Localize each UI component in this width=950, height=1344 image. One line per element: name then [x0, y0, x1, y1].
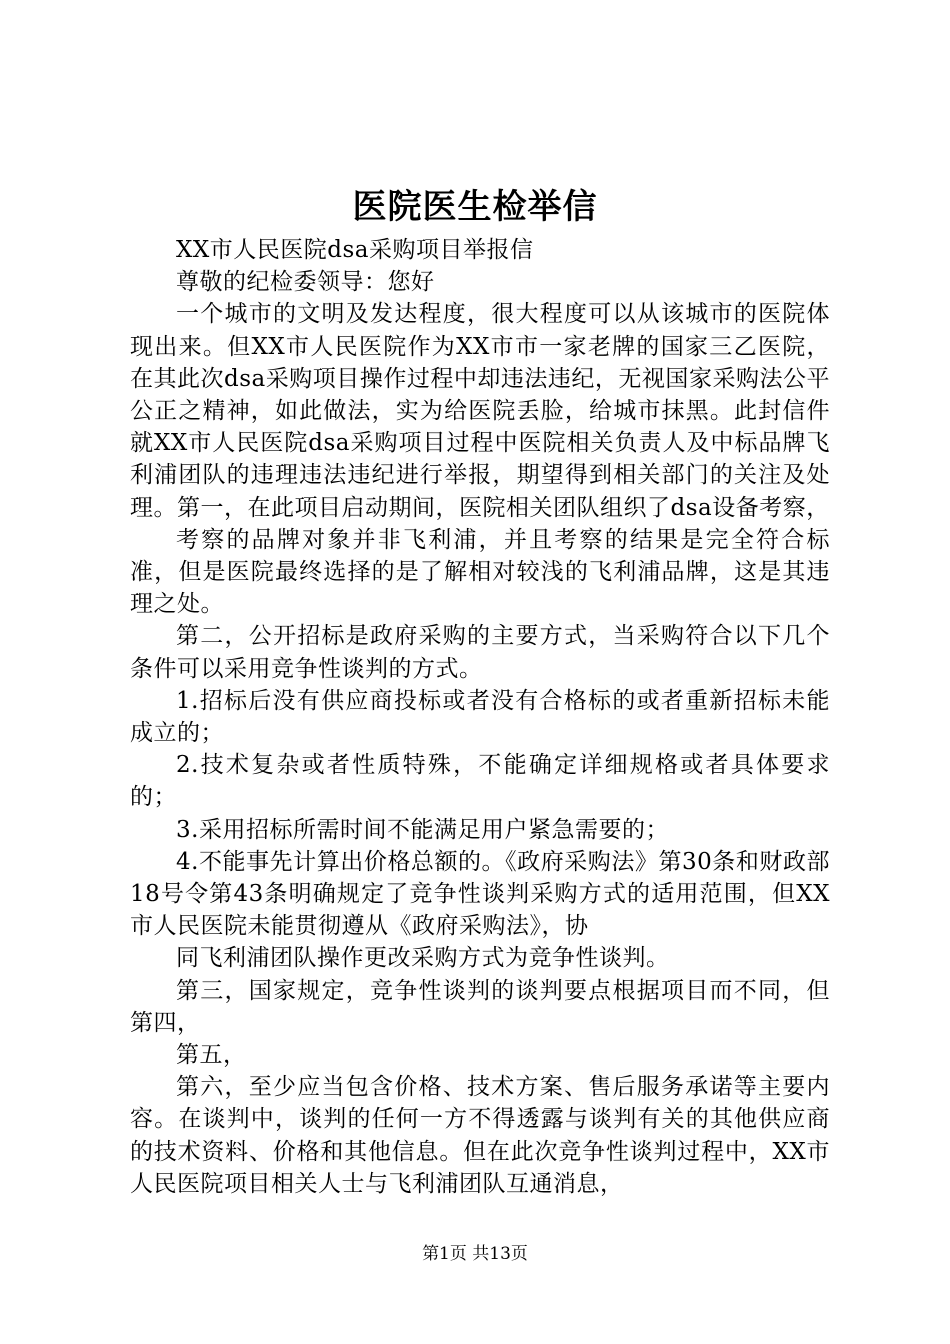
paragraph: 第五，: [176, 1042, 247, 1069]
paragraph: 一个城市的文明及发达程度，很大程度可以从该城市的医院体现出来。但XX市人民医院作为XX市市一家老牌的国家三乙医院，在其此次dsa采购项目操作过程中却违法违纪，无视国家采购法公平公正之精神，如此做法，实为给医院丢脸，给城市抹黑。此封信件就XX市人民医院dsa采购项目过程中医院相关负责人及中标品牌飞利浦团队的违理违法违纪进行举报，期望得到相关部门的关注及处理。第一，在此项目启动期间，医院相关团队组织了dsa设备考察，: [130, 301, 830, 521]
paragraph: XX市人民医院dsa采购项目举报信: [176, 237, 534, 263]
page-number: 第1页: [422, 1244, 467, 1264]
page-footer: [0, 1242, 950, 1266]
document-title: 医院医生检举信: [352, 187, 598, 227]
paragraph: 第六，至少应当包含价格、技术方案、售后服务承诺等主要内容。在谈判中，谈判的任何一方不得透露与谈判有关的其他供应商的技术资料、价格和其他信息。但在此次竞争性谈判过程中，XX市人民医院项目相关人士与飞利浦团队互通消息，: [130, 1074, 830, 1197]
paragraph: 尊敬的纪检委领导：您好: [176, 269, 435, 296]
paragraph: 4.不能事先计算出价格总额的。《政府采购法》第30条和财政部18号令第43条明确规定了竞争性谈判采购方式的适用范围，但XX市人民医院未能贯彻遵从《政府采购法》，协: [130, 848, 830, 940]
paragraph: 第三，国家规定，竞争性谈判的谈判要点根据项目而不同，但第四，: [130, 977, 830, 1036]
paragraph: 同飞利浦团队操作更改采购方式为竞争性谈判。: [176, 945, 670, 972]
paragraph: 考察的品牌对象并非飞利浦，并且考察的结果是完全符合标准，但是医院最终选择的是了解相对较浅的飞利浦品牌，这是其违理之处。: [130, 526, 830, 618]
paragraph: 2.技术复杂或者性质特殊，不能确定详细规格或者具体要求的；: [130, 752, 830, 811]
paragraph: 3.采用招标所需时间不能满足用户紧急需要的；: [176, 816, 669, 843]
document-body: [130, 234, 830, 1200]
paragraph: 1.招标后没有供应商投标或者没有合格标的或者重新招标未能成立的；: [130, 687, 830, 747]
paragraph: 第二，公开招标是政府采购的主要方式，当采购符合以下几个条件可以采用竞争性谈判的方式。: [130, 623, 830, 682]
page-total: 共13页: [472, 1244, 528, 1264]
